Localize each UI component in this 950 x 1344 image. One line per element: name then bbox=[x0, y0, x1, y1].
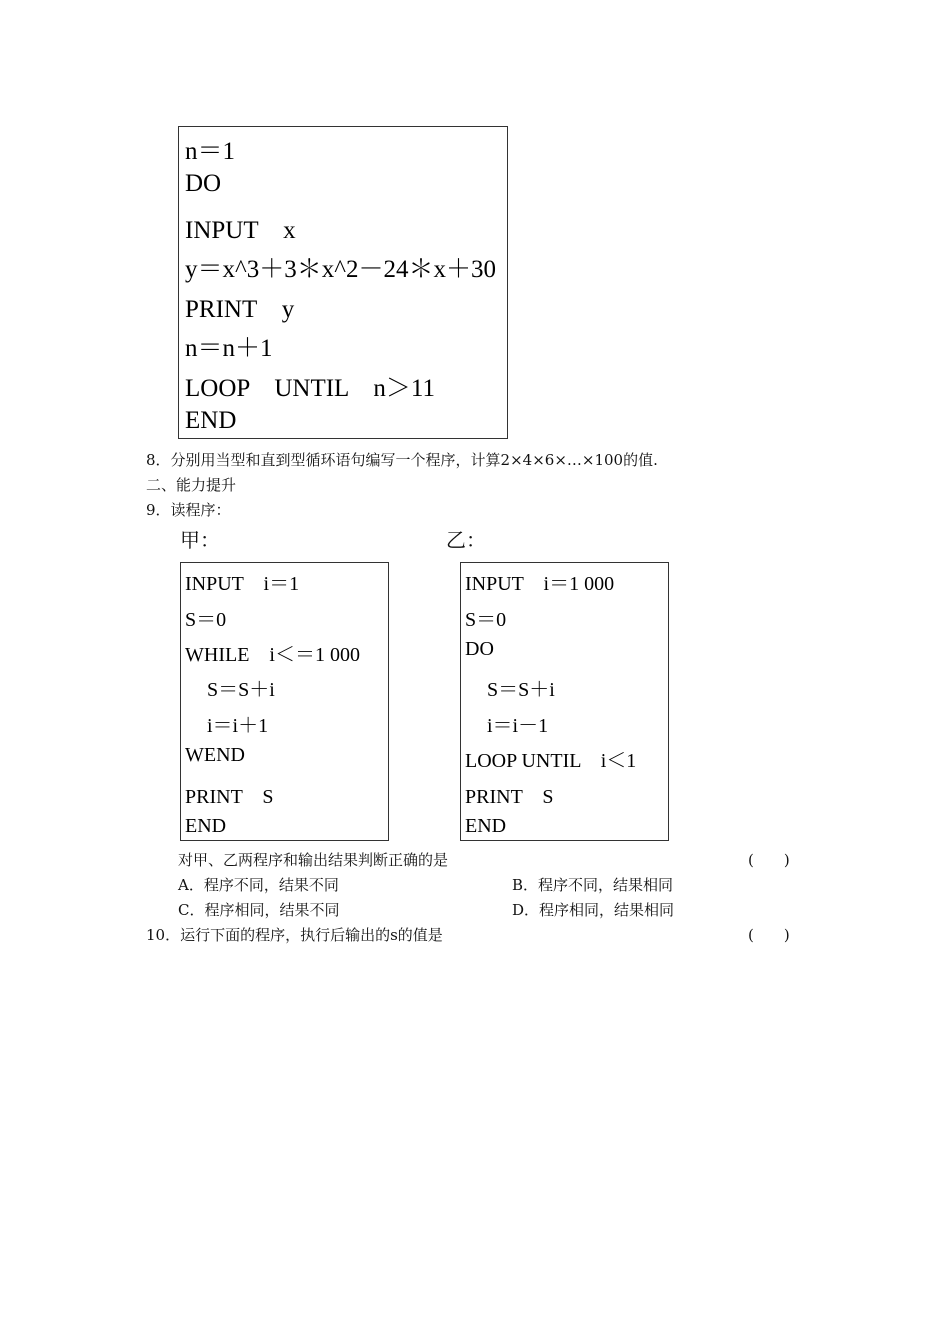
code-line: END bbox=[465, 815, 507, 837]
code-line: n＝1 bbox=[185, 138, 236, 165]
code-line: END bbox=[185, 407, 237, 434]
option-b: B．程序不同，结果相同 bbox=[512, 876, 674, 894]
section-heading: 二、能力提升 bbox=[146, 476, 237, 494]
code-line: i＝i－1 bbox=[487, 715, 549, 737]
code-line: LOOP UNTIL i＜1 bbox=[465, 750, 637, 772]
answer-bracket: ( ) bbox=[748, 926, 790, 944]
code-line: WEND bbox=[185, 744, 245, 766]
code-line: END bbox=[185, 815, 227, 837]
program-jia-label: 甲： bbox=[180, 528, 220, 552]
code-line: INPUT i＝1 000 bbox=[465, 573, 615, 595]
question-9-prompt: 9．读程序： bbox=[146, 501, 231, 519]
program-yi-label: 乙： bbox=[446, 528, 486, 552]
question-9-stem: 对甲、乙两程序和输出结果判断正确的是 bbox=[178, 851, 449, 869]
program-jia-box bbox=[180, 562, 389, 841]
program-yi-box bbox=[460, 562, 669, 841]
question-10-stem: 10．运行下面的程序，执行后输出的s的值是 bbox=[146, 926, 443, 944]
code-line: S＝0 bbox=[185, 609, 227, 631]
question-8: 8．分别用当型和直到型循环语句编写一个程序，计算2×4×6×…×100的值. bbox=[146, 451, 658, 469]
program-box-1 bbox=[178, 126, 508, 439]
code-line: S＝0 bbox=[465, 609, 507, 631]
option-c: C．程序相同，结果不同 bbox=[178, 901, 340, 919]
code-line: y＝x^3＋3＊x^2－24＊x＋30 bbox=[185, 256, 496, 283]
code-line: PRINT S bbox=[185, 786, 274, 808]
code-line: INPUT i＝1 bbox=[185, 573, 300, 595]
answer-bracket: ( ) bbox=[748, 851, 790, 869]
code-line: S＝S＋i bbox=[487, 679, 555, 701]
option-d: D．程序相同，结果相同 bbox=[512, 901, 675, 919]
code-line: WHILE i＜＝1 000 bbox=[185, 644, 360, 666]
code-line: PRINT S bbox=[465, 786, 554, 808]
code-line: n＝n＋1 bbox=[185, 335, 273, 362]
code-line: DO bbox=[465, 638, 494, 660]
code-line: INPUT x bbox=[185, 217, 296, 244]
code-line: PRINT y bbox=[185, 296, 295, 323]
option-a: A．程序不同，结果不同 bbox=[178, 876, 339, 894]
code-line: i＝i＋1 bbox=[207, 715, 269, 737]
code-line: LOOP UNTIL n＞11 bbox=[185, 375, 435, 402]
code-line: S＝S＋i bbox=[207, 679, 275, 701]
code-line: DO bbox=[185, 170, 222, 197]
